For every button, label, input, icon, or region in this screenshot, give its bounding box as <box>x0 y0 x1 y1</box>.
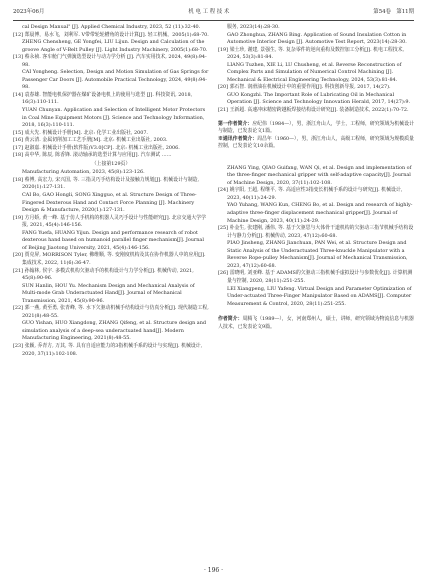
reference-entry: YAO Yuhang, WANG Kun, CHENG Bo, et al. Design and research of highly-adaptive three-finger displacement mechanical gripper[J]. Journal of Machine Design, 2023, 40(11):24-29. <box>227 202 413 224</box>
header-volume: 第54卷 第11期 <box>373 9 414 16</box>
reference-entry: SUN Hanlin, HOU Yu. Mechanism Design and Mechanical Analysis of Multi-mode Grab Underactuated Hand[J]. Journal of Mechanical Transmission, 2021, 45(8):90-96. <box>22 282 195 304</box>
reference-entry: FANG Yuefa, HUANG Yijun. Design and performance research of robot dexterous hand based on humanoid parallel finger mechanism[J]. Journal of Beijing Jiaotong University, 2021, 45(4):146-156. <box>22 229 204 251</box>
author-note-corresponding-label: ※通讯作者简介： <box>218 135 258 142</box>
reference-entry: GUO Yishan, HUO Xiangdong, ZHANG Qifeng, et al. Structure design and simulation analysis of a deep-sea underactuated hand[J]. Modern Manufacturing Engineering, 2021(8):48-55. <box>22 320 206 342</box>
reference-entry: 服务, 2023(14):28-30. <box>227 24 280 30</box>
header-rule <box>13 20 414 21</box>
reference-entry: [13] 蔡永祯. 客车舱门气弹簧选型设计与动力学分析 [J]. 汽车实用技术, 2024, 49(8):94-98. <box>13 54 207 68</box>
reference-entry: LIANG Tuzhen, XIE Li, LU Chusheng, et al. Reverse Reconstruction of Complex Parts and Simulation of Numerical Control Machining [J]. Mechanical & Electrical Engineering Technology, 2024, 53(3):81-84. <box>227 61 402 83</box>
reference-entry: CAI Bo, GAO Hongli, SONG Xingguo, et al. Structure Design of Three-Fingered Dexterous Hand and Contact Force Planning [J]. Machinery Design & Manufacture, 2020(1):127-131. <box>22 192 197 214</box>
author-note-first-text: 应纪伟（1984—），男，浙江舟山人，学士，工程师，研究领域为机械设计与制造，已发表论文1篇。 <box>218 120 414 135</box>
reference-entry: ZHANG Ying, QIAO Guifang, WAN Qi, et al. Design and implementation of the three-finger mechanical gripper with self-adaptive capacity[J]. Journal of Machine Design, 2020, 37(11):102-108. <box>227 164 412 186</box>
reference-entry: cal Design Manual" [J]. Applied Chemical Industry, 2023, 52 (11):32-40. <box>22 24 201 30</box>
reference-entry: [17] 赵淑嘉. 机械设计手册(软件版)V3.0[CP]. 北京: 机械工业出版社, 2006. <box>13 144 180 151</box>
right-references-bottom <box>218 165 414 308</box>
spacer <box>218 151 414 165</box>
header-journal: 机 电 工 程 技 术 <box>188 9 230 16</box>
reference-entry: GUO Kongzhi. The Important Role of Lubricating Oil in Mechanical Operation [J]. Science and Technology Innovation Herald, 2017, 14(27):9. <box>227 91 411 106</box>
right-references-top <box>218 24 414 115</box>
author-note-bottom-label: 作者简介： <box>218 316 243 323</box>
reference-entry: ZHENG Chensheng, GE Yongfei, LIU Lijun. Design and Calculation of the groove Angle of V-Belt Pulley [J]. Light Industry Machinery, 2005(1):68-70. <box>22 39 208 53</box>
reference-entry: [18] 高中华, 陈辰, 陈香锋. 滚动轴承的选型计算与应用[J]. 汽车测试 …… <box>13 152 172 159</box>
left-column <box>13 24 209 358</box>
reference-entry: [18] 蔡博, 高宏力, 宋兴国, 等. 三指灵巧手结构设计及接触力规划[J]. 机械设计与制造, 2020(1):127-131. <box>13 176 200 191</box>
author-note-corresponding-text: 周昌年（1960—），男，浙江舟山人，高级工程师，研究领域为规模质量控制，已发表论文10余篇。 <box>218 135 414 150</box>
reference-entry: YUAN Chunyan. Application and Selection of Intelligent Motor Protectors in Coal Mine Equipment Motors [J]. Science and Technology Information, 2018, 16(3):110-111. <box>22 107 206 129</box>
reference-entry: [24] 姚宇阳, 王超, 程继平, 等. 高适应性3指变长机械手系的设计与研究[J]. 机械设计, 2023, 40(11):24-29. <box>218 187 403 201</box>
author-note-bottom-text: 周腾飞（1989—），女，河南郑州人，硕士，讲师，研究领域为物流信息与机器人技术，已发表论文9篇。 <box>218 316 414 330</box>
reference-entry: CAI Yongheng. Selection, Design and Motion Simulation of Gas Springs for Passenger Car Doors [J]. Automobile Practical Technology, 2024, 49(8):94-98. <box>22 69 209 91</box>
reference-entry: GAO Zhonghua, ZHANG Bing. Application of Sound Insulation Cotton in Automotive Interior Design [J]. Automotive Test Report, 2023(14):28-30. <box>227 31 407 46</box>
author-note-corresponding <box>218 136 414 151</box>
reference-entry: [16] 黄云清. 金属切削加工工艺手册[M]. 北京: 机械工业出版社, 2003. <box>13 137 168 144</box>
reference-entry: [25] 朴金生, 张建刚, 潘伟, 等. 基于欠驱思与大体骨干道机构的欠驱动三指节机械手结构设计与静力分析[J]. 机械传动, 2023, 47(12):60-68. <box>218 225 414 239</box>
reference-entry: LEI Xiangpeng, LIU Yafeng. Virtual Design and Parameter Optimization of Under-actuated Three-Finger Manipulator Based on ADAMS[J]. Computer Measurement & Control, 2020, 28(11):251-255. <box>227 285 412 307</box>
reference-entry: [22] 郭一燕, 黄至勇, 张青峰, 等. 水下欠驱动机械手结构设计与仿真分析[J]. 现代制造工程, 2021(8):48-55. <box>13 305 209 319</box>
author-note-first-label: 第一作者简介： <box>218 120 253 127</box>
reference-entry: [26] 雷晓明, 刘亚峰. 基于 ADAMS的欠驱动三指机械手虚拟设计与参数优化[J]. 计算机测量与控制, 2020, 28(11):251-255. <box>218 270 413 284</box>
spacer <box>218 308 414 316</box>
right-column <box>218 24 414 331</box>
reference-entry: [12] 郑晨博，易水飞，刘利军. V带带轮轮槽角的设计计算[J]. 轻工机械，2005(1):68-70. <box>13 31 209 38</box>
reference-entry: [15] 成大先. 机械设计手册[M]. 北京: 化学工业出版社, 2007. <box>13 129 148 136</box>
reference-entry: [19] 方月娇, 黄一峰. 基于仿人手机构的机器人灵巧手设计与性能研究[J]. 北京交通大学学报, 2021, 45(4):146-156. <box>13 214 206 229</box>
reference-entry: [20] 郭石智. 润滑油在机械设计中的重要作用[J]. 科技创新导报, 2017, 14(27). <box>218 84 391 91</box>
author-note-first <box>218 121 414 136</box>
reference-entry: [21] 孙翰林, 侯宇. 多模式机构欠驱动手的机构设计与力学分析[J]. 机械传动, 2021, 45(8):90-96. <box>13 267 194 282</box>
author-note-bottom <box>218 316 414 331</box>
reference-entry: PIAO Jinsheng, ZHANG Jianchuan, PAN Wei, et al. Structure Design and Static Analysis of the Underactuated Three-knuckle Manipulator with a Reverse Rope-pulley Mechanism[J]. Journal of Mechanical Transmission, 2023, 47(12):60-68. <box>227 240 408 269</box>
reference-entry: Manufacturing Automation, 2023, 45(8):123-126. <box>22 169 145 176</box>
reference-entry: [14] 袁春雄. 智能电机保护器在煤矿设备电机上的使用与选型 [J]. 科技资讯, 2018, 16(3):110-111. <box>13 91 193 106</box>
header-date: 2023年06月 <box>13 9 45 16</box>
page-header <box>13 7 414 19</box>
reference-entry: [20] 贾克屏, MORRISON Tyler, 佛维顺, 等. 变刚度机构及其在协作机器人中的应用[J]. 集成技术, 2022, 11(6):36-47. <box>13 252 206 266</box>
reference-entry: [19] 梁土珍, 谢建, 景强生, 等. 复杂零件的逆向重构及数控加工分析[J]. 机电工程技术, 2024, 53(3):81-84. <box>218 46 405 61</box>
reference-entry: [23] 张颖, 乔青方, 万其, 等. 具有自适应能力的3指机械手系的设计与实现[J]. 机械设计, 2020, 37(11):102-108. <box>13 342 203 357</box>
page-number: · 196 · <box>203 567 224 574</box>
reference-entry: [21] 王新超. 高速冲床精密跨越板焊接结构设计研究[J]. 装备制造技术, 2022(1):70-72. <box>218 107 409 114</box>
continued-note: （上接第129页） <box>91 160 131 167</box>
